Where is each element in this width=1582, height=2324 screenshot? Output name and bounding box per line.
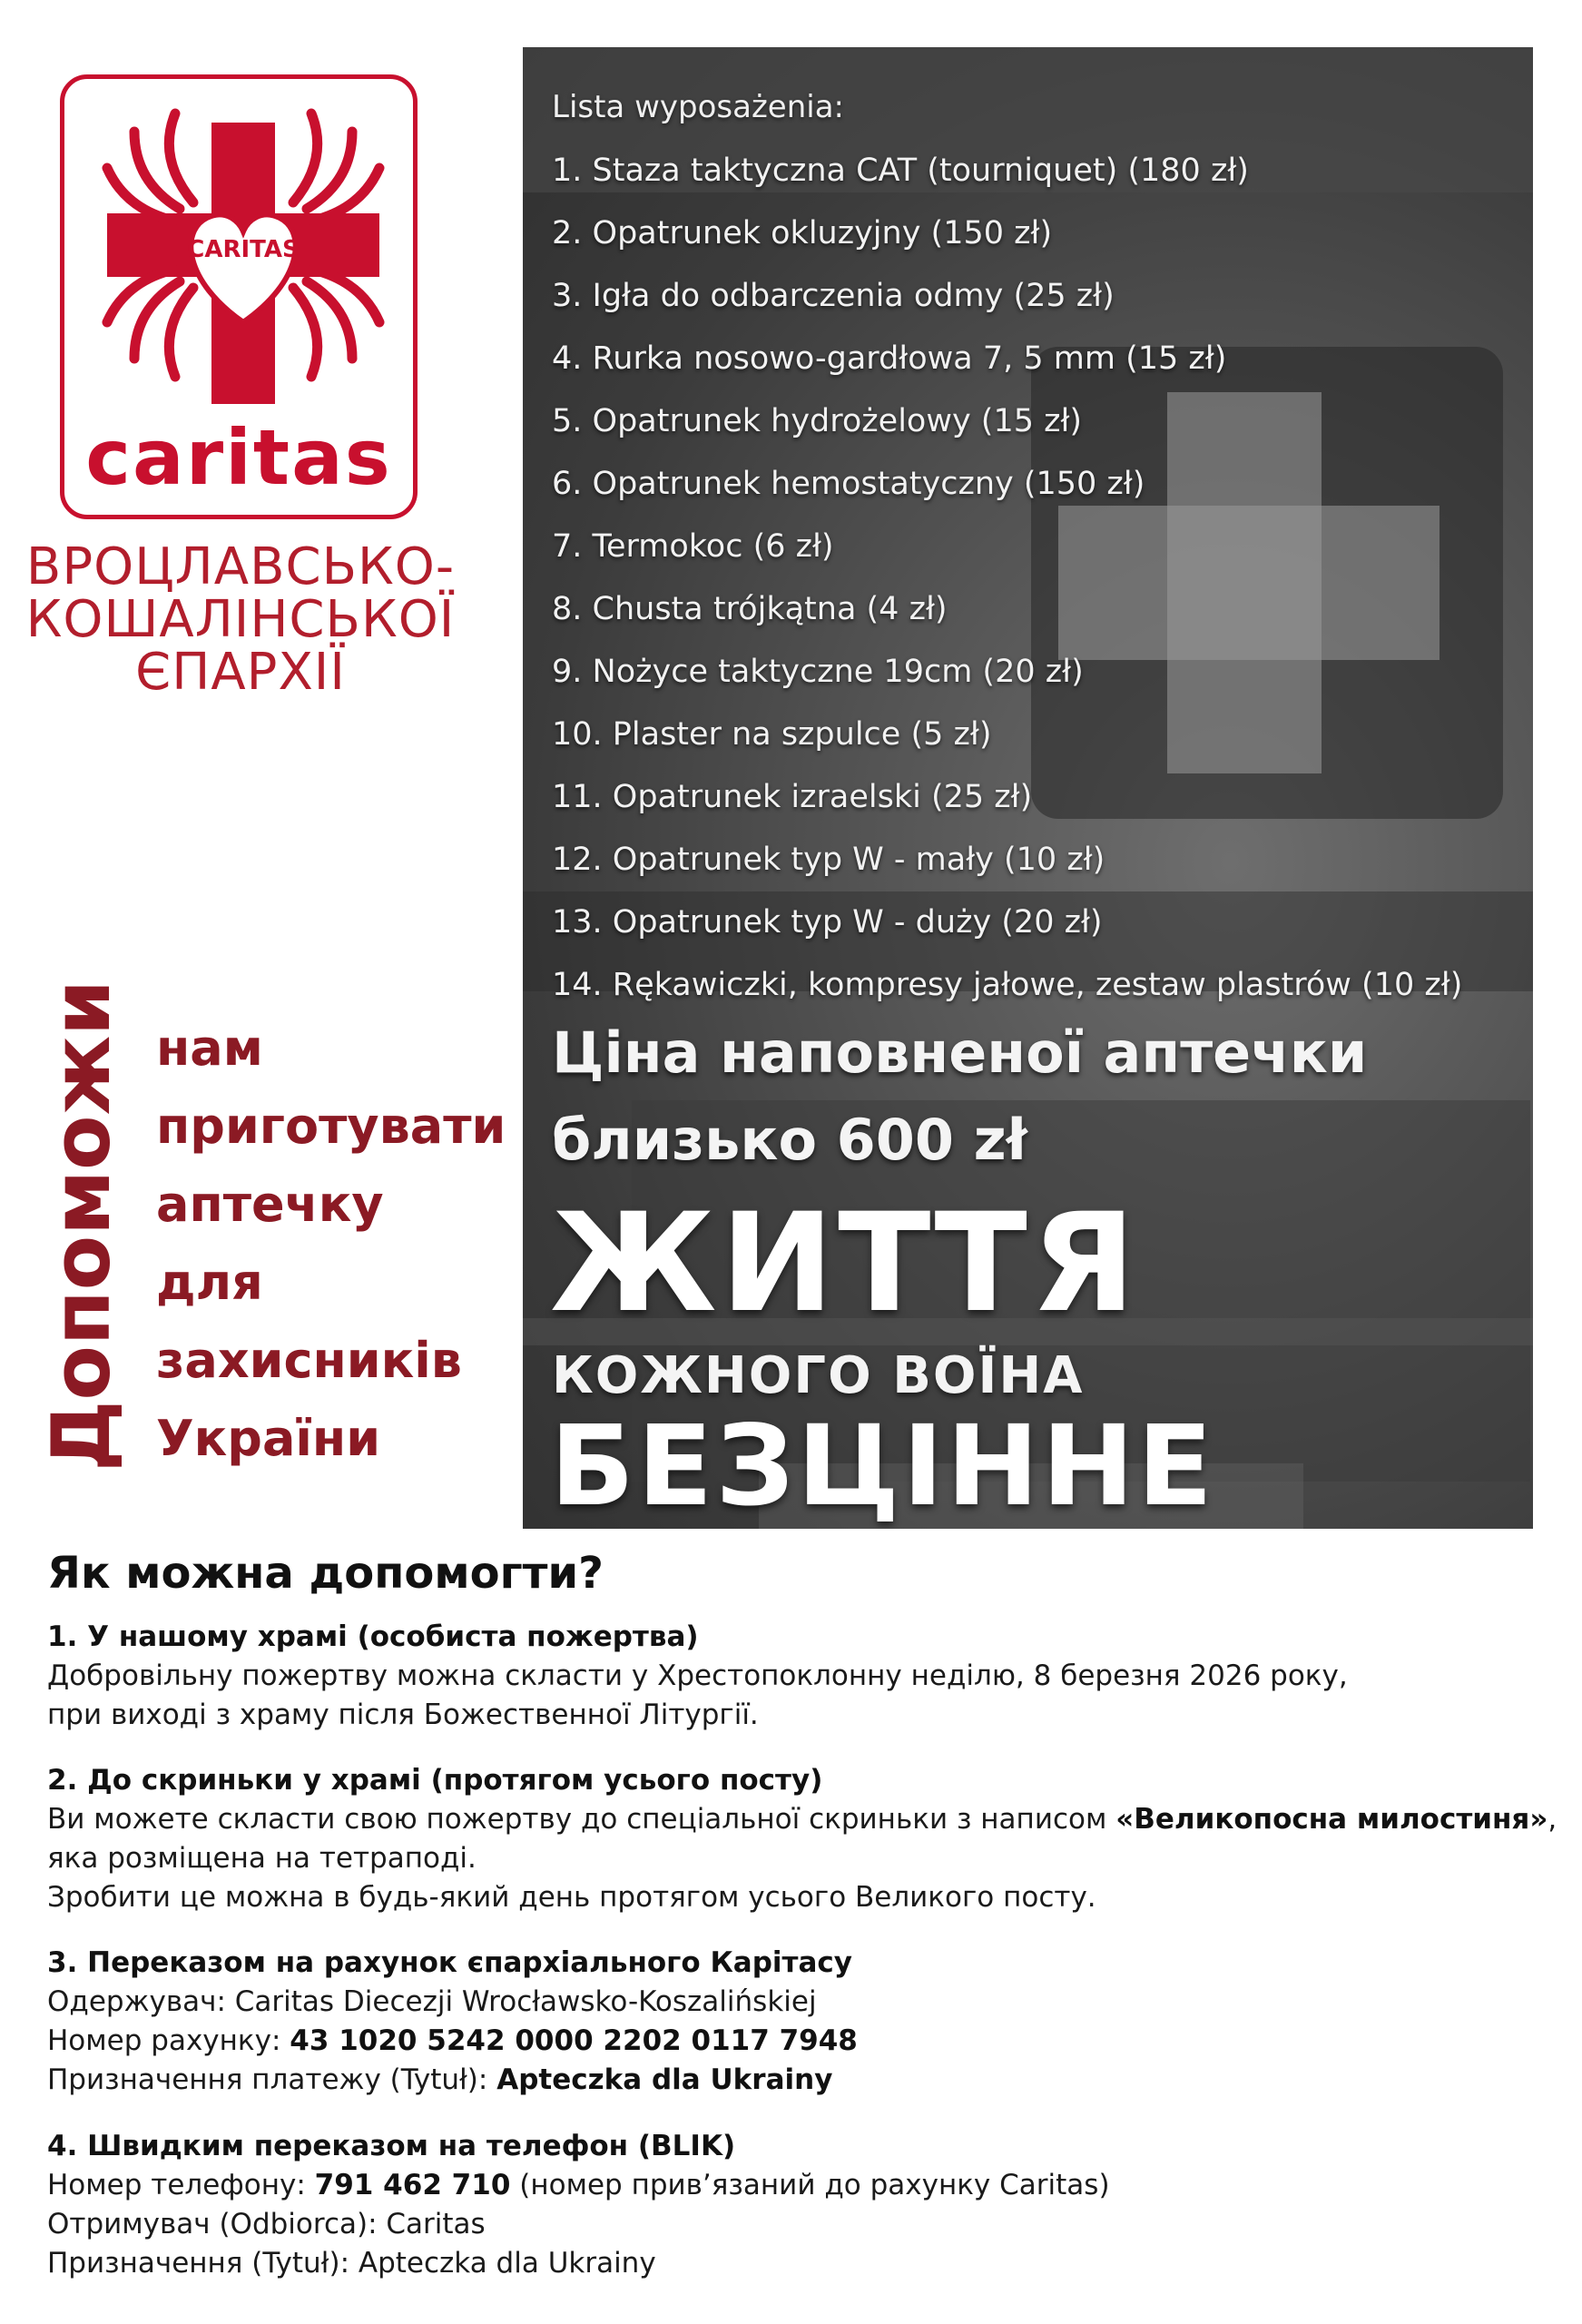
kit-price-line1: Ціна наповненої аптечки bbox=[552, 1019, 1368, 1086]
list-item: 1. Staza taktyczna CAT (tourniquet) (180 zł) bbox=[552, 153, 1249, 189]
slogan-line: для bbox=[156, 1254, 263, 1311]
first-aid-kit-panel bbox=[523, 47, 1533, 1529]
section-text: при виході з храму після Божественної Літургії. bbox=[47, 1699, 759, 1731]
motto-priceless: БЕЗЦІННЕ bbox=[550, 1402, 1216, 1529]
list-item: 2. Opatrunek okluzyjny (150 zł) bbox=[552, 215, 1053, 251]
section-title: 2. До скриньки у храмі (протягом усього посту) bbox=[47, 1764, 823, 1797]
caritas-flame-cross-icon bbox=[84, 95, 402, 422]
equipment-list-title: Lista wyposażenia: bbox=[552, 89, 844, 125]
list-item: 13. Opatrunek typ W - duży (20 zł) bbox=[552, 904, 1103, 940]
caritas-logo bbox=[60, 74, 418, 519]
list-item: 5. Opatrunek hydrożelowy (15 zł) bbox=[552, 403, 1083, 439]
transfer-purpose bbox=[47, 2061, 1554, 2100]
list-item: 8. Chusta trójkątna (4 zł) bbox=[552, 591, 948, 627]
slogan-line: захисників bbox=[156, 1332, 462, 1389]
section-title: 3. Переказом на рахунок єпархіального Карітасу bbox=[47, 1946, 853, 1979]
list-item: 10. Plaster na szpulce (5 zł) bbox=[552, 716, 992, 753]
help-section-blik bbox=[47, 2127, 1554, 2283]
help-section-church bbox=[47, 1618, 1554, 1735]
motto-warrior: КОЖНОГО ВОЇНА bbox=[552, 1346, 1085, 1405]
list-item: 6. Opatrunek hemostatyczny (150 zł) bbox=[552, 466, 1145, 502]
blik-purpose: Призначення (Tytuł): Apteczka dla Ukrainy bbox=[47, 2247, 656, 2280]
slogan-line: України bbox=[156, 1410, 381, 1467]
equipment-list bbox=[552, 140, 1514, 1017]
help-section-box bbox=[47, 1761, 1557, 1917]
purpose-label: Призначення платежу (Tytuł): bbox=[47, 2063, 497, 2096]
account-number: 43 1020 5242 0000 2202 0117 7948 bbox=[290, 2024, 858, 2057]
transfer-account bbox=[47, 2022, 1554, 2061]
logo-emblem-text: CARITAS bbox=[187, 236, 300, 263]
kit-price-line2: близько 600 zł bbox=[552, 1107, 1027, 1173]
section-title: 1. У нашому храмі (особиста пожертва) bbox=[47, 1620, 699, 1653]
section-text: Добровільну пожертву можна скласти у Хрестопоклонну неділю, 8 березня 2026 року, bbox=[47, 1659, 1348, 1692]
section-text-part: Ви можете скласти свою пожертву до спеціальної скриньки з написом bbox=[47, 1803, 1116, 1836]
slogan-line: аптечку bbox=[156, 1176, 384, 1233]
motto-life: ЖИТТЯ bbox=[550, 1185, 1140, 1343]
section-text: яка розміщена на тетраподі. bbox=[47, 1842, 477, 1875]
phone-label: Номер телефону: bbox=[47, 2169, 315, 2201]
list-item: 11. Opatrunek izraelski (25 zł) bbox=[552, 779, 1033, 815]
slogan-line: нам bbox=[156, 1019, 263, 1077]
list-item: 3. Igła do odbarczenia odmy (25 zł) bbox=[552, 278, 1115, 314]
blik-recipient: Отримувач (Odbiorca): Caritas bbox=[47, 2208, 486, 2240]
kit-price bbox=[552, 1009, 1514, 1184]
purpose-value: Apteczka dla Ukrainy bbox=[496, 2063, 833, 2096]
list-item: 4. Rurka nosowo-gardłowa 7, 5 mm (15 zł) bbox=[552, 340, 1227, 377]
eparchy-line: ЄПАРХІЇ bbox=[135, 643, 346, 702]
list-item: 9. Nożyce taktyczne 19cm (20 zł) bbox=[552, 654, 1084, 690]
phone-note: (номер прив’язаний до рахунку Caritas) bbox=[510, 2169, 1110, 2201]
help-section-transfer bbox=[47, 1944, 1554, 2100]
box-inscription: «Великопосна милостиня» bbox=[1115, 1803, 1548, 1836]
eparchy-line: ВРОЦЛАВСЬКО- bbox=[25, 537, 456, 596]
section-title: 4. Швидким переказом на телефон (BLIK) bbox=[47, 2130, 736, 2162]
transfer-recipient: Одержувач: Caritas Diecezji Wrocławsko-Koszalińskiej bbox=[47, 1985, 817, 2018]
slogan-vertical-word: Допоможи bbox=[34, 980, 128, 1472]
eparchy-line: КОШАЛІНСЬКОЇ bbox=[25, 590, 456, 649]
slogan-lines bbox=[156, 1009, 506, 1478]
section-text-part: , bbox=[1548, 1803, 1557, 1836]
slogan-line: приготувати bbox=[156, 1098, 506, 1155]
list-item: 14. Rękawiczki, kompresy jałowe, zestaw plastrów (10 zł) bbox=[552, 967, 1463, 1003]
list-item: 7. Termokoc (6 zł) bbox=[552, 528, 834, 565]
section-text: Зробити це можна в будь-який день протягом усього Великого посту. bbox=[47, 1881, 1096, 1914]
help-heading: Як можна допомогти? bbox=[47, 1548, 604, 1599]
section-text bbox=[47, 1800, 1557, 1839]
account-label: Номер рахунку: bbox=[47, 2024, 290, 2057]
blik-phone bbox=[47, 2166, 1554, 2205]
eparchy-name bbox=[0, 537, 481, 702]
phone-number: 791 462 710 bbox=[314, 2169, 511, 2201]
list-item: 12. Opatrunek typ W - mały (10 zł) bbox=[552, 842, 1105, 878]
logo-wordmark: caritas bbox=[85, 413, 392, 502]
